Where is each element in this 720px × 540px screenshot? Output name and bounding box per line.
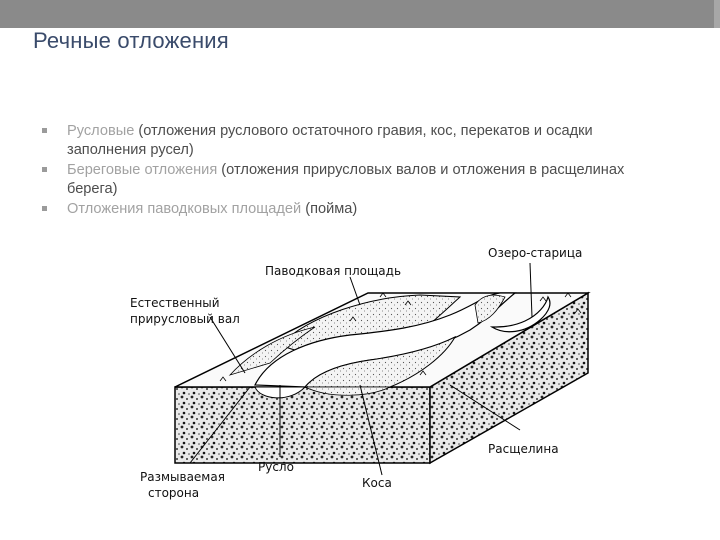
top-bar	[0, 0, 720, 28]
river-deposits-diagram	[120, 235, 610, 535]
bullet-item	[40, 200, 660, 219]
label-natural-levee-1: Естественный	[130, 296, 220, 310]
bullet-item	[40, 122, 660, 159]
label-channel: Русло	[258, 460, 294, 474]
label-point-bar: Коса	[362, 476, 392, 490]
bullet-term: Отложения паводковых площадей	[67, 201, 302, 217]
label-oxbow-lake: Озеро-старица	[488, 246, 583, 260]
bullet-item	[40, 161, 660, 198]
bullet-list	[40, 122, 660, 221]
label-eroded-bank-1: Размываемая	[140, 470, 225, 484]
bullet-term: Русловые	[67, 123, 135, 139]
bullet-description: (отложения руслового остаточного гравия, кос, перекатов и осадки заполнения русел)	[67, 123, 593, 158]
top-bar-accent	[714, 0, 720, 28]
bullet-description: (отложения прирусловых валов и отложения в расщелинах берега)	[67, 162, 625, 197]
bullet-term: Береговые отложения	[67, 162, 218, 178]
bullet-marker	[42, 128, 47, 133]
diagram-svg	[120, 235, 610, 535]
slide-title: Речные отложения	[33, 28, 229, 53]
label-floodplain: Паводковая площадь	[265, 264, 402, 278]
bullet-description: (пойма)	[301, 201, 358, 217]
label-natural-levee-2: прирусловый вал	[130, 312, 240, 326]
label-eroded-bank-2: сторона	[148, 486, 200, 500]
label-crevasse: Расщелина	[488, 442, 559, 456]
bullet-marker	[42, 167, 47, 172]
bullet-marker	[42, 206, 47, 211]
block-front-face	[175, 387, 430, 463]
